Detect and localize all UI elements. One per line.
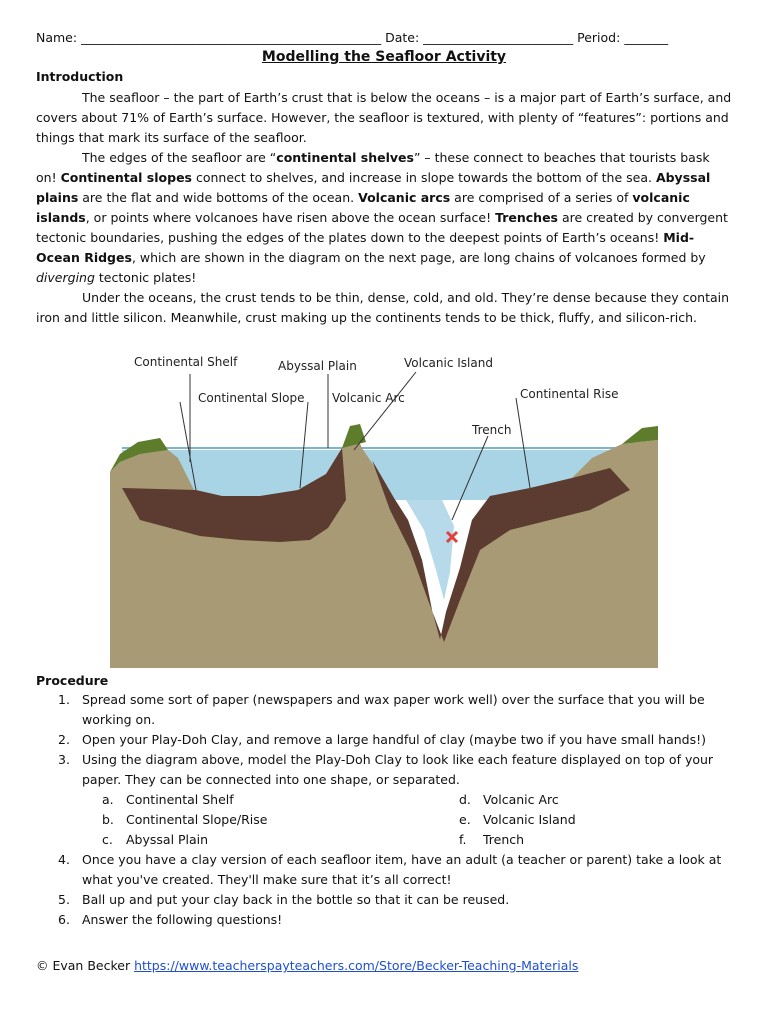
procedure-steps	[36, 690, 736, 790]
feature-list	[36, 790, 736, 850]
feature-text: Trench	[483, 832, 525, 847]
step-text: Spread some sort of paper (newspapers and wax paper work well) over the surface that you will be working on.	[82, 692, 705, 727]
feature-item	[102, 810, 459, 830]
step-number: 1.	[58, 692, 70, 707]
text-run: connect to shelves, and increase in slope towards the bottom of the sea.	[191, 170, 656, 185]
feature-item	[102, 790, 459, 810]
feature-item	[459, 810, 759, 830]
step-text: Answer the following questions!	[82, 912, 283, 927]
procedure-step	[36, 910, 736, 930]
student-info-line	[36, 30, 736, 45]
feature-text: Volcanic Arc	[483, 792, 559, 807]
procedure-step	[36, 890, 736, 910]
label-continental-rise: Continental Rise	[520, 387, 619, 401]
name-blank[interactable]: ________________________________________________	[81, 30, 382, 45]
feature-text: Abyssal Plain	[126, 832, 209, 847]
text-run: The edges of the seafloor are “	[82, 150, 277, 165]
text-run: , or points where volcanoes have risen above the ocean surface!	[85, 210, 496, 225]
feature-letter: b.	[102, 812, 114, 827]
intro-paragraph-3: Under the oceans, the crust tends to be thin, dense, cold, and old. They’re dense because they contain iron and little silicon. Meanwhile, crust making up the continents tends to be thick, fluffy, and silicon-rich.	[36, 290, 730, 325]
step-text: Open your Play-Doh Clay, and remove a large handful of clay (maybe two if you have small hands!)	[82, 732, 706, 747]
step-number: 5.	[58, 892, 70, 907]
procedure-section	[36, 672, 736, 930]
text-run: , which are shown in the diagram on the next page, are long chains of volcanoes formed by	[131, 250, 706, 265]
procedure-step	[36, 850, 736, 890]
procedure-step	[36, 750, 736, 790]
page-title: Modelling the Seafloor Activity	[261, 49, 507, 65]
feature-item	[102, 830, 459, 850]
step-text: Ball up and put your clay back in the bottle so that it can be reused.	[82, 892, 510, 907]
step-number: 4.	[58, 852, 70, 867]
introduction-body	[36, 88, 734, 328]
feature-letter: c.	[102, 832, 113, 847]
label-continental-shelf: Continental Shelf	[134, 355, 238, 369]
text-run: are the flat and wide bottoms of the ocean.	[78, 190, 359, 205]
term-volcanic-islands: volcanic islands	[36, 190, 690, 225]
term-continental-slopes: Continental slopes	[60, 170, 192, 185]
introduction-heading: Introduction	[36, 69, 124, 84]
text-run: tectonic plates!	[94, 270, 197, 285]
step-text: Using the diagram above, model the Play-Doh Clay to look like each feature displayed on top of your paper. They can be connected into one shape, or separated.	[82, 752, 714, 787]
feature-letter: d.	[459, 792, 471, 807]
term-continental-shelves: continental shelves	[276, 150, 414, 165]
label-volcanic-island: Volcanic Island	[404, 356, 493, 370]
store-link[interactable]: https://www.teacherspayteachers.com/Store/Becker-Teaching-Materials	[134, 958, 579, 973]
date-label: Date:	[385, 30, 420, 45]
feature-text: Continental Shelf	[126, 792, 234, 807]
procedure-heading: Procedure	[36, 673, 109, 688]
step-number: 6.	[58, 912, 70, 927]
term-volcanic-arcs: Volcanic arcs	[358, 190, 451, 205]
seafloor-diagram	[110, 350, 658, 668]
period-blank[interactable]: _______	[624, 30, 669, 45]
step-number: 3.	[58, 752, 70, 767]
label-continental-slope: Continental Slope	[198, 391, 305, 405]
feature-item	[459, 830, 759, 850]
term-trenches: Trenches	[495, 210, 558, 225]
text-run: are comprised of a series of	[450, 190, 633, 205]
step-number: 2.	[58, 732, 70, 747]
copyright-text: © Evan Becker	[36, 958, 135, 973]
name-label: Name:	[36, 30, 78, 45]
feature-text: Volcanic Island	[483, 812, 576, 827]
term-abyssal-plains: Abyssal plains	[36, 170, 711, 205]
term-mid-ocean-ridges: Mid-Ocean Ridges	[36, 230, 695, 265]
procedure-step	[36, 690, 736, 730]
procedure-step	[36, 730, 736, 750]
term-diverging: diverging	[36, 270, 95, 285]
feature-letter: e.	[459, 812, 471, 827]
procedure-steps-continued	[36, 850, 736, 930]
intro-paragraph-2	[36, 148, 734, 288]
text-run: are created by convergent tectonic boundaries, pushing the edges of the plates down to the deepest points of Earth’s oceans!	[36, 210, 728, 245]
intro-paragraph-1: The seafloor – the part of Earth’s crust that is below the oceans – is a major part of Earth’s surface, and covers about 71% of Earth’s surface. However, the seafloor is textured, with plenty of “features”: portions and things that mark its surface of the seafloor.	[36, 90, 732, 145]
text-run: ” – these connect to beaches that tourists bask on!	[36, 150, 710, 185]
feature-text: Continental Slope/Rise	[126, 812, 268, 827]
step-text: Once you have a clay version of each seafloor item, have an adult (a teacher or parent) take a look at what you've created. They'll make sure that it’s all correct!	[82, 852, 722, 887]
period-label: Period:	[577, 30, 621, 45]
date-blank[interactable]: ________________________	[423, 30, 574, 45]
label-trench: Trench	[472, 423, 512, 437]
feature-item	[459, 790, 759, 810]
feature-letter: f.	[459, 832, 467, 847]
footer	[36, 958, 578, 973]
label-volcanic-arc: Volcanic Arc	[332, 391, 405, 405]
feature-letter: a.	[102, 792, 114, 807]
label-abyssal-plain: Abyssal Plain	[278, 359, 357, 373]
